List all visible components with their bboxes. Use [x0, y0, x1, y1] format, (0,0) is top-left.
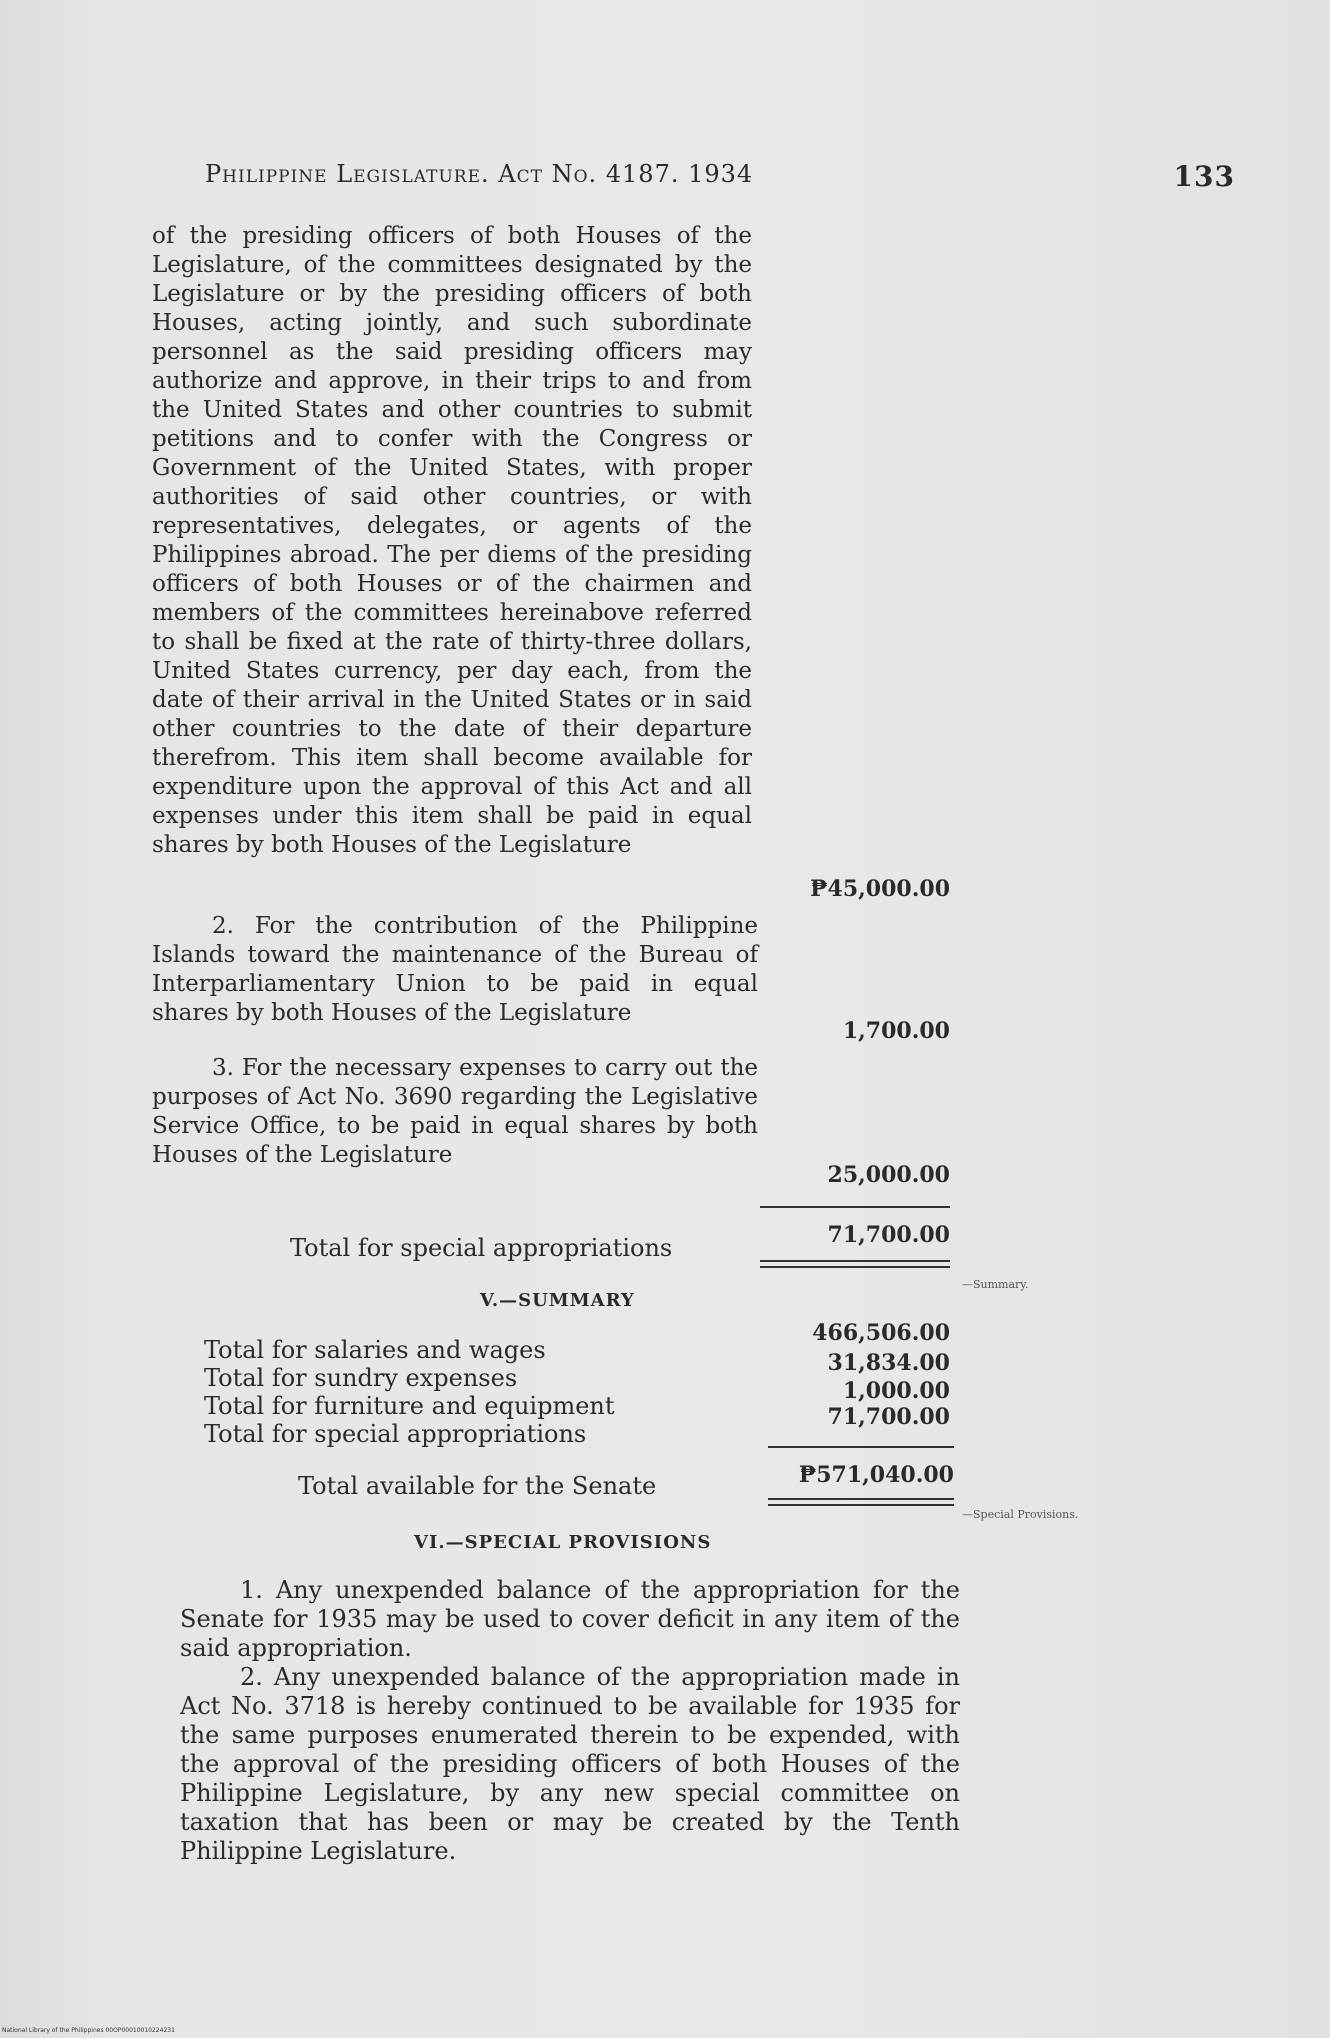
subtotal-rule — [760, 1206, 950, 1208]
provisions-heading: VI.—SPECIAL PROVISIONS — [414, 1532, 712, 1553]
senate-total-label: Total available for the Senate — [298, 1472, 657, 1500]
special-provisions — [180, 1576, 960, 1866]
paragraph-3: 3. For the necessary expenses to carry out the purposes of Act No. 3690 regarding the Legislative Service Office, to be paid in equal shares by both Houses of the Legislature — [152, 1055, 758, 1168]
amount-2: 1,700.00 — [842, 1018, 950, 1044]
paragraph-1: of the presiding officers of both Houses of the Legislature, of the committees designated by the Legislature or by the presiding officers of both Houses, acting jointly, and such subordinate personnel as the said presiding officers may authorize and approve, in their trips to and from the United States and other countries to submit petitions and to confer with the Congress or Government of the United States, with proper authorities of said other countries, or with representatives, delegates, or agents of the Philippines abroad. The per diems of the presiding officers of both Houses or of the chairmen and members of the committees hereinabove referred to shall be fixed at the rate of thirty-three dollars, United States currency, per day each, from the date of their arrival in the United States or in said other countries to the date of their departure therefrom. This item shall become available for expenditure upon the approval of this Act and all expenses under this item shall be paid in equal shares by both Houses of the Legislature — [152, 223, 752, 858]
page-number: 133 — [1173, 160, 1235, 193]
paragraph-2: 2. For the contribution of the Philippine Islands toward the maintenance of the Bureau of Interparliamentary Union to be paid in equal shares by both Houses of the Legislature — [152, 913, 758, 1026]
senate-double-rule — [768, 1498, 954, 1506]
summary-row-label: Total for salaries and wages — [204, 1336, 546, 1364]
item-2 — [152, 912, 758, 1028]
running-header — [205, 160, 1235, 200]
provision-2: 2. Any unexpended balance of the appropriation made in Act No. 3718 is hereby continued to be available for 1935 for the same purposes enumerated therein to be expended, with the approval of the presiding officers of both Houses of the Philippine Legislature, by any new special committee on taxation that has been or may be created by the Tenth Philippine Legislature. — [180, 1663, 960, 1865]
senate-total-amount: ₱571,040.00 — [798, 1462, 954, 1488]
item-3 — [152, 1054, 758, 1170]
total-double-rule — [760, 1260, 950, 1268]
summary-row-label: Total for sundry expenses — [204, 1364, 518, 1392]
summary-row-amount: 31,834.00 — [827, 1350, 950, 1376]
appropriation-text — [152, 222, 752, 892]
provisions-margin-note: —Special Provisions. — [962, 1508, 1079, 1521]
amount-1: ₱45,000.00 — [810, 876, 950, 902]
scan-credit: National Library of the Philippines 00OP00010010224231 — [2, 2027, 175, 2034]
summary-rule — [768, 1446, 954, 1448]
summary-row-amount: 1,000.00 — [842, 1378, 950, 1404]
summary-row-label: Total for furniture and equipment — [204, 1392, 615, 1420]
provision-1: 1. Any unexpended balance of the appropriation for the Senate for 1935 may be used to cover deficit in any item of the said appropriation. — [180, 1576, 960, 1662]
summary-row-label: Total for special appropriations — [204, 1420, 587, 1448]
summary-heading: V.—SUMMARY — [480, 1290, 635, 1311]
summary-margin-note: —Summary. — [962, 1278, 1029, 1291]
amount-3: 25,000.00 — [827, 1162, 950, 1188]
summary-row-amount: 466,506.00 — [812, 1320, 950, 1346]
special-total-amount: 71,700.00 — [827, 1222, 950, 1248]
special-total-label: Total for special appropriations — [290, 1234, 673, 1262]
running-title: Philippine Legislature. Act No. 4187. 1934 — [205, 160, 754, 188]
summary-row-amount: 71,700.00 — [827, 1404, 950, 1430]
